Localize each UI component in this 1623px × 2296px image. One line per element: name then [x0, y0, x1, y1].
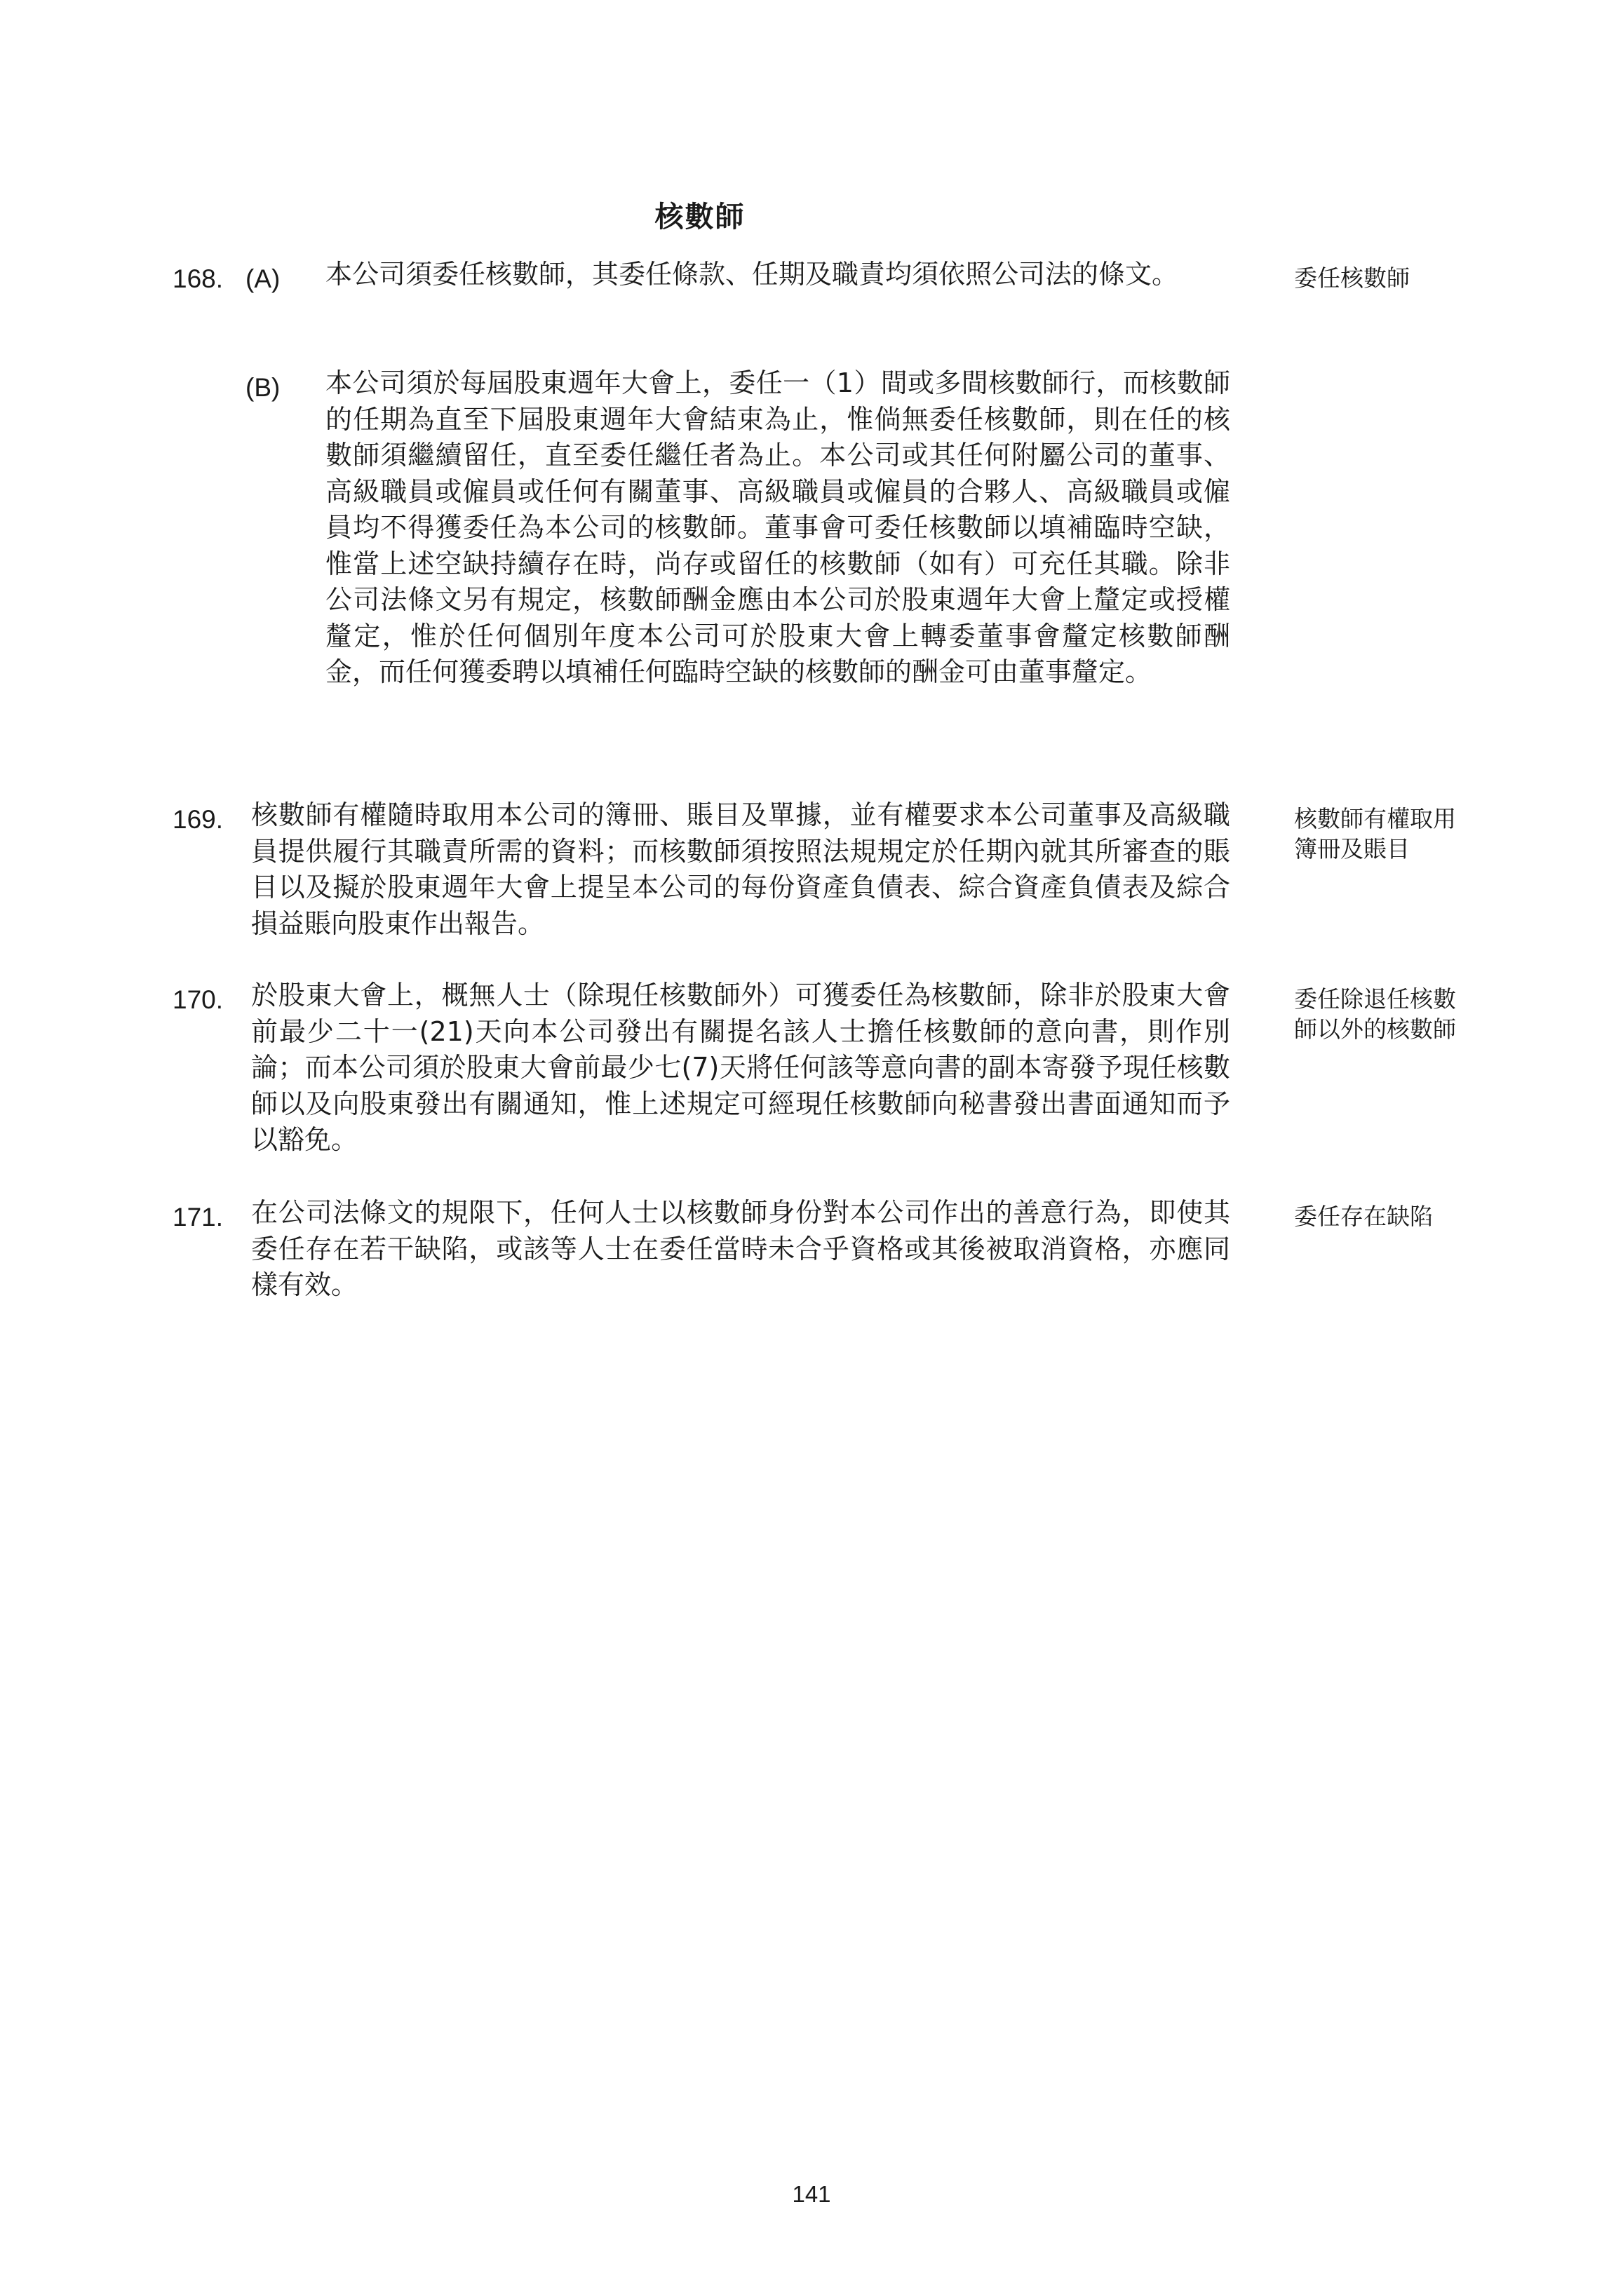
side-note-168: 委任核數師 — [1294, 264, 1410, 292]
sub-label-a: (A) — [245, 264, 281, 293]
side-note-171: 委任存在缺陷 — [1294, 1203, 1433, 1230]
article-number: 171. — [173, 1203, 224, 1231]
article-169-text: 核數師有權隨時取用本公司的簿冊、賬目及單據，並有權要求本公司董事及高級職員提供履行其職責所需的資料；而核數師須按照法規規定於任期內就其所審查的賬目以及擬於股東週年大會上提呈本公司的每份資產負債表、綜合資產負債表及綜合損益賬向股東作出報告。 — [251, 799, 1230, 939]
article-168a-text: 本公司須委任核數師，其委任條款、任期及職責均須依照公司法的條文。 — [325, 259, 1179, 290]
article-number: 168. — [173, 264, 224, 293]
article-170-text: 於股東大會上，概無人士（除現任核數師外）可獲委任為核數師，除非於股東大會前最少二十一(21)天向本公司發出有關提名該人士擔任核數師的意向書，則作別論；而本公司須於股東大會前最少七(7)天將任何該等意向書的副本寄發予現任核數師以及向股東發出有關通知，惟上述規定可經現任核數師向秘書發出書面通知而予以豁免。 — [251, 980, 1230, 1155]
side-note-170: 委任除退任核數師以外的核數師 — [1294, 985, 1456, 1043]
section-title: 核數師 — [654, 200, 746, 234]
sub-label-b: (B) — [245, 373, 281, 402]
page-number: 141 — [792, 2181, 831, 2207]
article-number: 169. — [173, 805, 224, 834]
article-168b-text: 本公司須於每屆股東週年大會上，委任一（1）間或多間核數師行，而核數師的任期為直至下屆股東週年大會結束為止，惟倘無委任核數師，則在任的核數師須繼續留任，直至委任繼任者為止。本公司或其任何附屬公司的董事、高級職員或僱員或任何有關董事、高級職員或僱員的合夥人、高級職員或僱員均不得獲委任為本公司的核數師。董事會可委任核數師以填補臨時空缺，惟當上述空缺持續存在時，尚存或留任的核數師（如有）可充任其職。除非公司法條文另有規定，核數師酬金應由本公司於股東週年大會上釐定或授權釐定，惟於任何個別年度本公司可於股東大會上轉委董事會釐定核數師酬金，而任何獲委聘以填補任何臨時空缺的核數師的酬金可由董事釐定。 — [325, 367, 1230, 687]
side-note-169: 核數師有權取用簿冊及賬目 — [1294, 805, 1456, 863]
article-171-text: 在公司法條文的規限下，任何人士以核數師身份對本公司作出的善意行為，即使其委任存在若干缺陷，或該等人士在委任當時未合乎資格或其後被取消資格，亦應同樣有效。 — [251, 1197, 1230, 1300]
article-number: 170. — [173, 985, 224, 1014]
